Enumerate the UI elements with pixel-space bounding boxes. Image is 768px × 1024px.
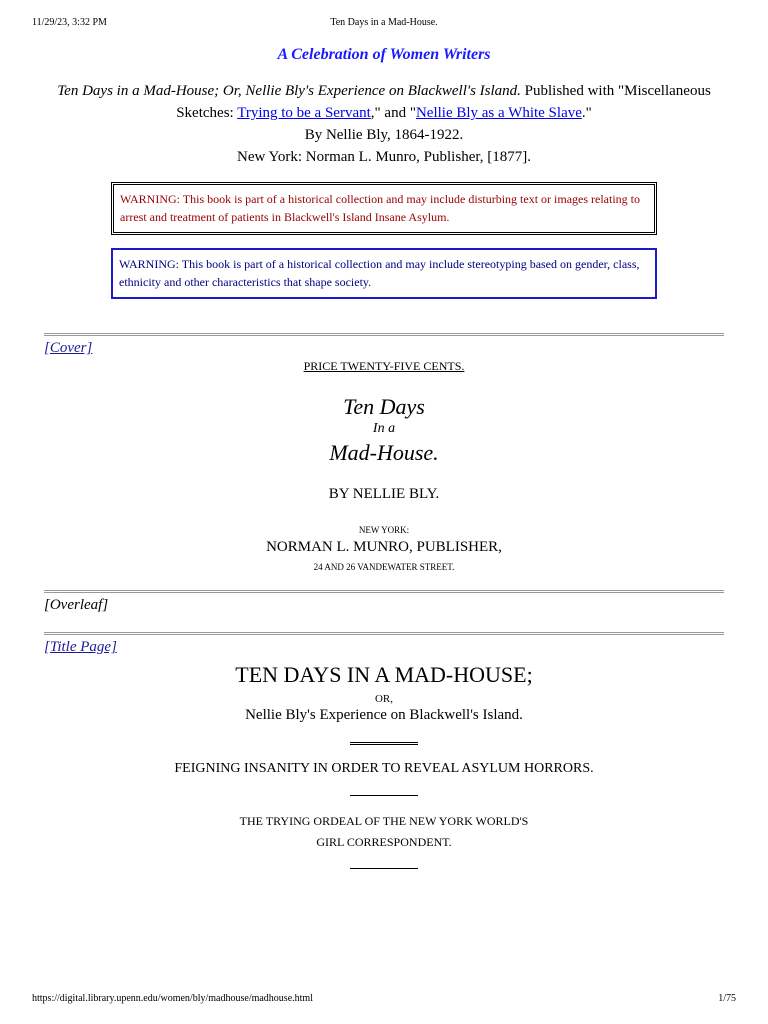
- ornament-rule: [350, 795, 418, 796]
- section-divider: [44, 632, 724, 635]
- title-page-label[interactable]: [44, 639, 724, 656]
- cover-place: NEW YORK:: [358, 525, 410, 535]
- title-tagline: FEIGNING INSANITY IN ORDER TO REVEAL ASYLUM HORRORS.: [174, 761, 594, 776]
- document-body: [44, 44, 724, 869]
- title-page-link[interactable]: [Title Page]: [44, 639, 117, 655]
- title-page-section: [44, 661, 724, 869]
- cover-label[interactable]: [44, 340, 724, 357]
- cover-publisher: NORMAN L. MUNRO, PUBLISHER,: [266, 539, 502, 555]
- ornament-double-rule: [350, 742, 418, 745]
- warning-stereotyping: WARNING: This book is part of a historical collection and may include stereotyping based on gender, class, ethnicity and other characteristics that shape society.: [111, 248, 657, 299]
- cover-title-1: Ten Days: [343, 394, 425, 419]
- link-trying-to-be-a-servant[interactable]: Trying to be a Servant: [237, 105, 371, 121]
- section-divider: [44, 333, 724, 336]
- citation-between: ," and ": [370, 105, 416, 121]
- citation-author: By Nellie Bly, 1864-1922.: [304, 127, 464, 143]
- print-page-number: 1/75: [718, 993, 736, 1004]
- citation-publisher: New York: Norman L. Munro, Publisher, [1877].: [237, 149, 531, 165]
- print-datetime: 11/29/23, 3:32 PM: [32, 17, 107, 28]
- site-banner[interactable]: [44, 46, 724, 64]
- cover-section: [44, 359, 724, 572]
- title-line-1: THE TRYING ORDEAL OF THE NEW YORK WORLD'S: [239, 814, 529, 828]
- cover-price: PRICE TWENTY-FIVE CENTS.: [303, 359, 465, 373]
- cover-title-2: In a: [372, 421, 396, 436]
- citation-title: Ten Days in a Mad-House; Or, Nellie Bly's Experience on Blackwell's Island.: [57, 83, 521, 99]
- citation-line: [44, 80, 724, 124]
- section-divider: [44, 590, 724, 593]
- title-or: OR,: [374, 693, 394, 705]
- citation: [44, 80, 724, 168]
- banner-link[interactable]: A Celebration of Women Writers: [277, 46, 491, 63]
- ornament-rule: [350, 868, 418, 869]
- print-title: Ten Days in a Mad-House.: [330, 17, 438, 28]
- title-subtitle: Nellie Bly's Experience on Blackwell's Island.: [245, 707, 523, 723]
- link-white-slave[interactable]: Nellie Bly as a White Slave: [415, 105, 582, 121]
- citation-end: .": [581, 105, 592, 121]
- cover-link[interactable]: [Cover]: [44, 340, 93, 356]
- title-line-2: GIRL CORRESPONDENT.: [316, 835, 452, 849]
- cover-byline: BY NELLIE BLY.: [328, 486, 440, 502]
- title-main: TEN DAYS IN A MAD-HOUSE;: [235, 662, 533, 687]
- print-url: https://digital.library.upenn.edu/women/bly/madhouse/madhouse.html: [32, 993, 313, 1004]
- citation-published-with: Published with "Miscellaneous Sketches:: [176, 83, 711, 121]
- overleaf-label: [Overleaf]: [44, 597, 109, 613]
- cover-address: 24 AND 26 VANDEWATER STREET.: [313, 562, 455, 572]
- cover-title-3: Mad-House.: [329, 440, 439, 465]
- warning-asylum: WARNING: This book is part of a historical collection and may include disturbing text or images relating to arrest and treatment of patients in Blackwell's Island Insane Asylum.: [111, 182, 657, 235]
